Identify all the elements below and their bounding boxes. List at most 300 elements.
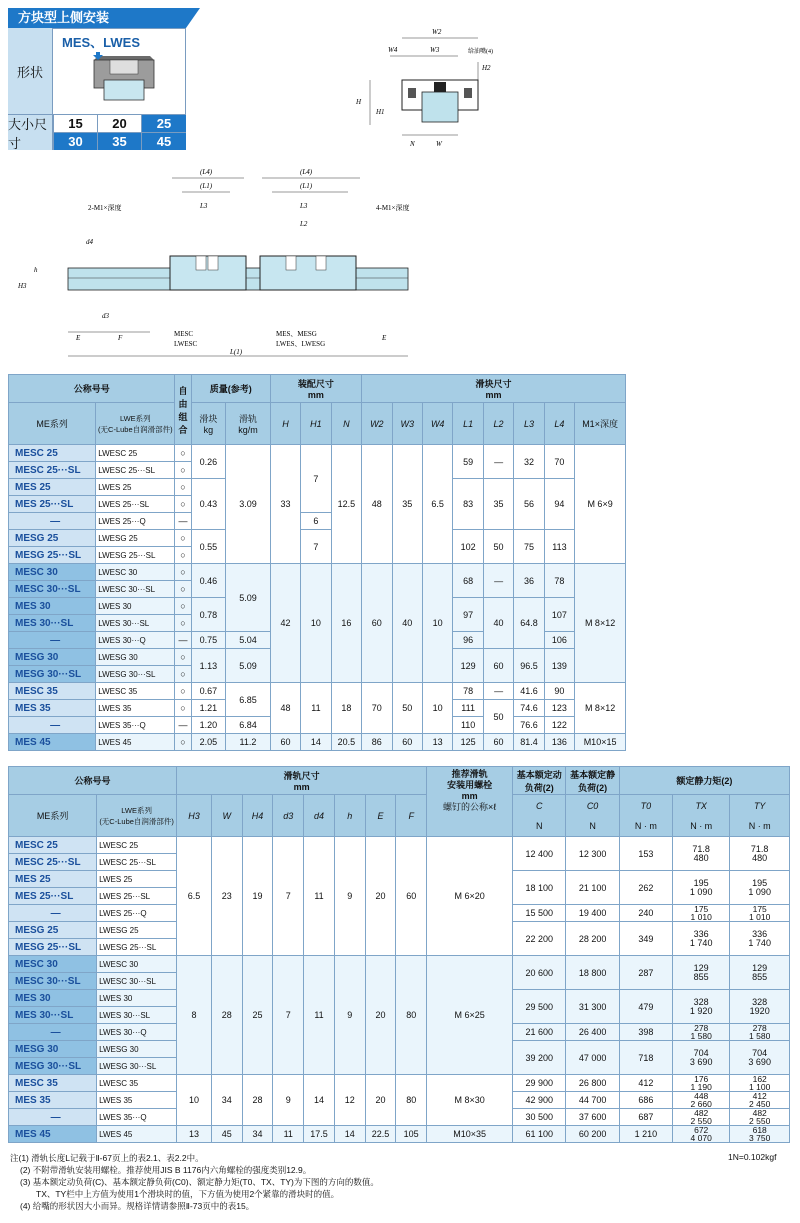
table-cell: LWESG 30 bbox=[96, 649, 175, 666]
table-cell: M10×15 bbox=[575, 734, 626, 751]
table-cell: 70 bbox=[362, 683, 392, 734]
table-cell: 23 bbox=[211, 837, 242, 956]
table-cell: 12 bbox=[334, 1075, 365, 1126]
table-cell: LWESC 30···SL bbox=[96, 581, 175, 598]
section-title: 方块型上侧安装 bbox=[8, 8, 186, 28]
table-cell: 14 bbox=[334, 1126, 365, 1143]
table-cell: MESC 30···SL bbox=[9, 581, 96, 598]
table-cell: MES 30 bbox=[9, 990, 97, 1007]
table-cell: 94 bbox=[544, 479, 574, 530]
svg-text:h: h bbox=[34, 266, 38, 274]
table-cell: ○ bbox=[175, 564, 191, 581]
title-cap bbox=[186, 8, 200, 28]
table-cell: MESG 30···SL bbox=[9, 1058, 97, 1075]
table-cell: 83 bbox=[453, 479, 483, 530]
table-cell: 40 bbox=[483, 598, 513, 649]
table-cell: 718 bbox=[619, 1041, 672, 1075]
table-cell: ○ bbox=[175, 598, 191, 615]
table-cell: — bbox=[9, 1109, 97, 1126]
table-cell: LWESG 30 bbox=[97, 1041, 177, 1058]
table-cell: 48 bbox=[270, 683, 300, 734]
table-cell: LWE系列 (无C-Lube自润滑部件) bbox=[97, 795, 177, 837]
table-cell: 75 bbox=[514, 530, 544, 564]
table-cell: 额定静力矩(2) bbox=[619, 767, 789, 795]
table-cell: 5.09 bbox=[226, 564, 271, 632]
table-cell: 滑轨尺寸 mm bbox=[177, 767, 427, 795]
table-cell: LWESC 30 bbox=[96, 564, 175, 581]
table-cell: MES 25 bbox=[9, 479, 96, 496]
table-cell: LWES 30 bbox=[96, 598, 175, 615]
table-cell: 60 bbox=[396, 837, 427, 956]
table-cell: 412 bbox=[619, 1075, 672, 1092]
table-cell: — bbox=[175, 717, 191, 734]
table-cell: MESG 30 bbox=[9, 649, 96, 666]
table-cell: ○ bbox=[175, 547, 191, 564]
table-cell: 20 bbox=[365, 837, 396, 956]
table-cell: — bbox=[9, 632, 96, 649]
table-cell: MESC 30 bbox=[9, 956, 97, 973]
table-cell: M 8×30 bbox=[427, 1075, 513, 1126]
table-cell: 7 bbox=[273, 837, 304, 956]
table-cell: M 6×20 bbox=[427, 837, 513, 956]
table-cell: 64.8 bbox=[514, 598, 544, 649]
table-cell: LWES 25···Q bbox=[97, 905, 177, 922]
table-cell: LWESC 35 bbox=[97, 1075, 177, 1092]
note-4: (4) 给嘴的形状因大小而异。规格详情请参照Ⅱ-73页中的表15。 bbox=[20, 1201, 255, 1211]
table-cell: 9 bbox=[334, 837, 365, 956]
table-cell: — bbox=[175, 513, 191, 530]
table-cell: 12 400 bbox=[513, 837, 566, 871]
size-30: 30 bbox=[53, 132, 97, 150]
table-cell: MESC 25···SL bbox=[9, 462, 96, 479]
table-cell: ○ bbox=[175, 530, 191, 547]
table-cell: 81.4 bbox=[514, 734, 544, 751]
table-cell: 15 500 bbox=[513, 905, 566, 922]
table-cell: M 6×9 bbox=[575, 445, 626, 564]
table-cell: — bbox=[175, 632, 191, 649]
table-cell: M 8×12 bbox=[575, 564, 626, 683]
table-cell: 60 bbox=[483, 649, 513, 683]
table-cell: 336 1 740 bbox=[730, 922, 790, 956]
table-cell: 20 bbox=[365, 1075, 396, 1126]
dim-H2: H2 bbox=[482, 64, 491, 72]
table-cell: 1.20 bbox=[191, 717, 226, 734]
table-cell: MES 45 bbox=[9, 1126, 97, 1143]
table-cell: — bbox=[9, 717, 96, 734]
table-cell: C0 N bbox=[566, 795, 619, 837]
table-cell: 11 bbox=[273, 1126, 304, 1143]
table-cell: LWESC 35 bbox=[96, 683, 175, 700]
table-cell: 96.5 bbox=[514, 649, 544, 683]
table-cell: 9 bbox=[334, 956, 365, 1075]
svg-text:LWESC: LWESC bbox=[174, 340, 198, 348]
table-cell: 16 bbox=[331, 564, 361, 683]
table-cell: LWES 35 bbox=[97, 1092, 177, 1109]
table-cell: 136 bbox=[544, 734, 574, 751]
table-cell: 10 bbox=[422, 683, 452, 734]
table-cell: 153 bbox=[619, 837, 672, 871]
table-dimensions bbox=[8, 374, 626, 751]
model-title: MES、LWES bbox=[62, 35, 141, 50]
svg-text:d3: d3 bbox=[102, 312, 109, 320]
table-cell: 7 bbox=[301, 445, 331, 513]
table-cell: MES 35 bbox=[9, 1092, 97, 1109]
table-cell: 质量(参考) bbox=[191, 375, 270, 403]
table-cell: F bbox=[396, 795, 427, 837]
table-cell: 70 bbox=[544, 445, 574, 479]
table-cell: MESG 25···SL bbox=[9, 939, 97, 956]
table-cell: 公称号号 bbox=[9, 767, 177, 795]
svg-text:(L4): (L4) bbox=[200, 168, 213, 176]
table-cell: 122 bbox=[544, 717, 574, 734]
table-cell: 278 1 580 bbox=[730, 1024, 790, 1041]
table-cell: H bbox=[270, 403, 300, 445]
table-cell: — bbox=[9, 513, 96, 530]
table-cell: LWES 30···SL bbox=[97, 1007, 177, 1024]
table-cell: ○ bbox=[175, 615, 191, 632]
table-cell: 56 bbox=[514, 479, 544, 530]
table-cell: 12 300 bbox=[566, 837, 619, 871]
table-cell: 0.46 bbox=[191, 564, 226, 598]
table-cell: LWES 30···Q bbox=[96, 632, 175, 649]
svg-text:d4: d4 bbox=[86, 238, 93, 246]
table-cell: 175 1 010 bbox=[730, 905, 790, 922]
table-cell: 50 bbox=[483, 700, 513, 734]
dim-H1: H1 bbox=[376, 108, 385, 116]
table-cell: 412 2 450 bbox=[730, 1092, 790, 1109]
table-cell: 18 bbox=[331, 683, 361, 734]
table-cell: MESC 25···SL bbox=[9, 854, 97, 871]
table-cell: 139 bbox=[544, 649, 574, 683]
size-label: 大小尺寸 bbox=[8, 114, 53, 150]
table-cell: 60 bbox=[392, 734, 422, 751]
table-cell: 6.5 bbox=[422, 445, 452, 564]
table-cell: MES 30···SL bbox=[9, 615, 96, 632]
table-cell: d4 bbox=[304, 795, 335, 837]
table-cell: 6 bbox=[301, 513, 331, 530]
table-cell: — bbox=[483, 683, 513, 700]
table-cell: 687 bbox=[619, 1109, 672, 1126]
table-cell: 45 bbox=[211, 1126, 242, 1143]
table-cell: 13 bbox=[422, 734, 452, 751]
table-cell: 22.5 bbox=[365, 1126, 396, 1143]
table-cell: 90 bbox=[544, 683, 574, 700]
table-cell: H4 bbox=[242, 795, 273, 837]
table-cell: 37 600 bbox=[566, 1109, 619, 1126]
table-cell: LWES 25···Q bbox=[96, 513, 175, 530]
table-cell: 71.8 480 bbox=[730, 837, 790, 871]
table-cell: C N bbox=[513, 795, 566, 837]
table-cell: — bbox=[9, 1024, 97, 1041]
table-cell: 10 bbox=[301, 564, 331, 683]
table-cell: 96 bbox=[453, 632, 483, 649]
table-cell: MESG 30 bbox=[9, 1041, 97, 1058]
table-cell: 7 bbox=[273, 956, 304, 1075]
table-cell: LWES 25···SL bbox=[96, 496, 175, 513]
table-cell: ○ bbox=[175, 581, 191, 598]
table-cell: 80 bbox=[396, 1075, 427, 1126]
table-cell: 29 900 bbox=[513, 1075, 566, 1092]
table-cell: 60 bbox=[270, 734, 300, 751]
svg-text:(L1): (L1) bbox=[300, 182, 313, 190]
table-cell: 42 900 bbox=[513, 1092, 566, 1109]
table-cell: 装配尺寸 mm bbox=[270, 375, 361, 403]
table-cell: 20 600 bbox=[513, 956, 566, 990]
table-cell: 推荐滑轨 安装用螺栓 mm 螺钉的公称×ℓ bbox=[427, 767, 513, 837]
table-cell: 9 bbox=[273, 1075, 304, 1126]
unit-note: 1N=0.102kgf bbox=[728, 1152, 777, 1162]
table-cell: LWE系列 (无C-Lube自润滑部件) bbox=[96, 403, 175, 445]
svg-text:L3: L3 bbox=[200, 202, 208, 210]
table-cell: LWES 25···SL bbox=[97, 888, 177, 905]
table-cell: LWESG 30···SL bbox=[97, 1058, 177, 1075]
table-cell: 42 bbox=[270, 564, 300, 683]
table-cell: 59 bbox=[453, 445, 483, 479]
table-cell: LWESC 25···SL bbox=[96, 462, 175, 479]
svg-text:MESC: MESC bbox=[174, 330, 194, 338]
table-cell: 78 bbox=[544, 564, 574, 598]
table-cell: 60 200 bbox=[566, 1126, 619, 1143]
table-cell: MESC 25 bbox=[9, 837, 97, 854]
table-cell: 28 bbox=[211, 956, 242, 1075]
table-cell: 482 2 550 bbox=[673, 1109, 730, 1126]
table-cell: 18 100 bbox=[513, 871, 566, 905]
size-grid bbox=[53, 114, 186, 150]
table-cell: MESC 25 bbox=[9, 445, 96, 462]
table-cell: 35 bbox=[392, 445, 422, 564]
table-cell: T0 N · m bbox=[619, 795, 672, 837]
table-cell: 12.5 bbox=[331, 445, 361, 564]
table-cell: 28 200 bbox=[566, 922, 619, 956]
table-cell: 328 1 920 bbox=[673, 990, 730, 1024]
table-cell: 14 bbox=[304, 1075, 335, 1126]
table-cell: LWESG 25 bbox=[97, 922, 177, 939]
table-cell: 26 400 bbox=[566, 1024, 619, 1041]
table-cell: LWES 45 bbox=[96, 734, 175, 751]
table-cell: 2.05 bbox=[191, 734, 226, 751]
table-cell: d3 bbox=[273, 795, 304, 837]
table-cell: ○ bbox=[175, 700, 191, 717]
table-cell: 31 300 bbox=[566, 990, 619, 1024]
svg-text:4-M1×深度: 4-M1×深度 bbox=[376, 204, 410, 212]
table-cell: 10 bbox=[422, 564, 452, 683]
table-cell: M1×深度 bbox=[575, 403, 626, 445]
table-cell: ○ bbox=[175, 683, 191, 700]
size-20: 20 bbox=[97, 114, 141, 132]
table-cell: 8 bbox=[177, 956, 212, 1075]
table-cell: 60 bbox=[483, 734, 513, 751]
size-25: 25 bbox=[141, 114, 186, 132]
table-cell: LWESG 25···SL bbox=[97, 939, 177, 956]
table-cell: 30 500 bbox=[513, 1109, 566, 1126]
table-cell: 175 1 010 bbox=[673, 905, 730, 922]
table-cell: MESG 30···SL bbox=[9, 666, 96, 683]
svg-text:L3: L3 bbox=[300, 202, 308, 210]
table-cell: 287 bbox=[619, 956, 672, 990]
table-cell: LWES 45 bbox=[97, 1126, 177, 1143]
table-cell: MES 30 bbox=[9, 598, 96, 615]
table-cell: 7 bbox=[301, 530, 331, 564]
table-cell: 0.26 bbox=[191, 445, 226, 479]
table-cell: 618 3 750 bbox=[730, 1126, 790, 1143]
table-cell: 35 bbox=[483, 479, 513, 530]
table-cell: 28 bbox=[242, 1075, 273, 1126]
table-cell: LWESG 25 bbox=[96, 530, 175, 547]
size-35: 35 bbox=[97, 132, 141, 150]
table-cell: LWES 30 bbox=[97, 990, 177, 1007]
table-cell: LWES 30···SL bbox=[96, 615, 175, 632]
table-cell: 6.85 bbox=[226, 683, 271, 717]
table-cell: ○ bbox=[175, 462, 191, 479]
table-cell: W4 bbox=[422, 403, 452, 445]
table-cell: 47 000 bbox=[566, 1041, 619, 1075]
table-cell: MES 25 bbox=[9, 871, 97, 888]
svg-text:(L1): (L1) bbox=[200, 182, 213, 190]
table-cell: 基本额定静 负荷(2) bbox=[566, 767, 619, 795]
table-cell: 20 bbox=[365, 956, 396, 1075]
table-cell: — bbox=[9, 905, 97, 922]
table-cell: ○ bbox=[175, 445, 191, 462]
table-cell: 86 bbox=[362, 734, 392, 751]
table-cell: L2 bbox=[483, 403, 513, 445]
dim-H: H bbox=[356, 98, 362, 106]
svg-text:(L4): (L4) bbox=[300, 168, 313, 176]
table-cell: 50 bbox=[392, 683, 422, 734]
table-cell: ○ bbox=[175, 496, 191, 513]
table-cell: 13 bbox=[177, 1126, 212, 1143]
table-cell: 97 bbox=[453, 598, 483, 632]
grease-label: 给油嘴(4) bbox=[468, 49, 493, 55]
table-cell: MESC 30···SL bbox=[9, 973, 97, 990]
table-cell: 105 bbox=[396, 1126, 427, 1143]
table-cell: 60 bbox=[362, 564, 392, 683]
table-cell: 1.13 bbox=[191, 649, 226, 683]
table-cell: 349 bbox=[619, 922, 672, 956]
table-cell: 0.55 bbox=[191, 530, 226, 564]
table-cell: M 8×12 bbox=[575, 683, 626, 734]
table-cell: LWES 30···Q bbox=[97, 1024, 177, 1041]
table-cell: 公称号号 bbox=[9, 375, 175, 403]
table-cell: 34 bbox=[242, 1126, 273, 1143]
note-2: (2) 不附带滑轨安装用螺栓。推荐使用JIS B 1176内六角螺栓的强度类别12.9。 bbox=[20, 1165, 312, 1175]
table-cell: — bbox=[483, 564, 513, 598]
svg-text:2-M1×深度: 2-M1×深度 bbox=[88, 204, 122, 212]
table-cell: 14 bbox=[301, 734, 331, 751]
table-cell: 11 bbox=[304, 956, 335, 1075]
table-cell: 262 bbox=[619, 871, 672, 905]
table-cell: 686 bbox=[619, 1092, 672, 1109]
table-cell: 61 100 bbox=[513, 1126, 566, 1143]
table-cell: 113 bbox=[544, 530, 574, 564]
note-3: (3) 基本额定动负荷(C)、基本额定静负荷(C0)、额定静力矩(T0、TX、TY)为下图的方向的数值。 bbox=[20, 1177, 379, 1187]
table-cell: ○ bbox=[175, 479, 191, 496]
table-cell: 5.04 bbox=[226, 632, 271, 649]
cross-section-diagram bbox=[350, 20, 500, 155]
dim-W3: W3 bbox=[430, 46, 440, 54]
table-cell: 80 bbox=[396, 956, 427, 1075]
table-cell: 17.5 bbox=[304, 1126, 335, 1143]
table-cell: LWES 35 bbox=[96, 700, 175, 717]
table-cell: 29 500 bbox=[513, 990, 566, 1024]
table-cell: 74.6 bbox=[514, 700, 544, 717]
note-1: 注(1) 滑轨长度L记载于Ⅱ-67页上的表2.1、表2.2中。 bbox=[10, 1153, 204, 1163]
table-cell: 25 bbox=[242, 956, 273, 1075]
table-cell: LWESC 25 bbox=[97, 837, 177, 854]
table-cell: LWESC 25···SL bbox=[97, 854, 177, 871]
svg-text:L2: L2 bbox=[300, 220, 308, 228]
table-cell: H3 bbox=[177, 795, 212, 837]
table-cell: 44 700 bbox=[566, 1092, 619, 1109]
table-cell: h bbox=[334, 795, 365, 837]
svg-text:MES、MESG: MES、MESG bbox=[276, 330, 317, 338]
table-cell: 110 bbox=[453, 717, 483, 734]
table-cell: 21 600 bbox=[513, 1024, 566, 1041]
table-cell: 基本额定动 负荷(2) bbox=[513, 767, 566, 795]
table-cell: 107 bbox=[544, 598, 574, 632]
table-cell: MES 25···SL bbox=[9, 888, 97, 905]
table-cell: MES 45 bbox=[9, 734, 96, 751]
table-cell: 336 1 740 bbox=[673, 922, 730, 956]
table-cell: 704 3 690 bbox=[673, 1041, 730, 1075]
table-cell: 704 3 690 bbox=[730, 1041, 790, 1075]
table-cell: 18 800 bbox=[566, 956, 619, 990]
table-cell: LWESG 30···SL bbox=[96, 666, 175, 683]
size-15: 15 bbox=[53, 114, 97, 132]
table-cell: MESG 25 bbox=[9, 922, 97, 939]
table-cell: ○ bbox=[175, 734, 191, 751]
table-cell: 5.09 bbox=[226, 649, 271, 683]
svg-text:LWES、LWESG: LWES、LWESG bbox=[276, 340, 326, 348]
table-cell: W bbox=[211, 795, 242, 837]
table-cell: 11 bbox=[301, 683, 331, 734]
table-cell: 41.6 bbox=[514, 683, 544, 700]
table-cell: MESG 25 bbox=[9, 530, 96, 547]
table-cell: L1 bbox=[453, 403, 483, 445]
table-cell: 102 bbox=[453, 530, 483, 564]
table-cell: LWES 25 bbox=[97, 871, 177, 888]
table-cell: ○ bbox=[175, 649, 191, 666]
table-cell: 106 bbox=[544, 632, 574, 649]
table-cell: 129 855 bbox=[673, 956, 730, 990]
table-cell: 22 200 bbox=[513, 922, 566, 956]
svg-text:H3: H3 bbox=[18, 282, 27, 290]
svg-text:E: E bbox=[76, 334, 81, 342]
svg-text:F: F bbox=[118, 334, 123, 342]
dim-W: W bbox=[436, 140, 442, 148]
footnotes bbox=[10, 1152, 379, 1212]
table-cell: 328 1920 bbox=[730, 990, 790, 1024]
table-cell: 6.84 bbox=[226, 717, 271, 734]
table-cell: 20.5 bbox=[331, 734, 361, 751]
table-cell: MES 25···SL bbox=[9, 496, 96, 513]
table-cell: 1.21 bbox=[191, 700, 226, 717]
table-cell: 1 210 bbox=[619, 1126, 672, 1143]
table-cell: 滑块尺寸 mm bbox=[362, 375, 626, 403]
table-cell: 0.75 bbox=[191, 632, 226, 649]
table-cell: L3 bbox=[514, 403, 544, 445]
table-loads bbox=[8, 766, 790, 1143]
table-cell: TX N · m bbox=[673, 795, 730, 837]
table-cell: 50 bbox=[483, 530, 513, 564]
side-view-diagram bbox=[10, 160, 430, 368]
table-cell: 32 bbox=[514, 445, 544, 479]
table-cell: 19 bbox=[242, 837, 273, 956]
table-cell: 398 bbox=[619, 1024, 672, 1041]
table-cell: ME系列 bbox=[9, 403, 96, 445]
table-cell: M 6×25 bbox=[427, 956, 513, 1075]
table-cell: 11 bbox=[304, 837, 335, 956]
table-cell: 36 bbox=[514, 564, 544, 598]
